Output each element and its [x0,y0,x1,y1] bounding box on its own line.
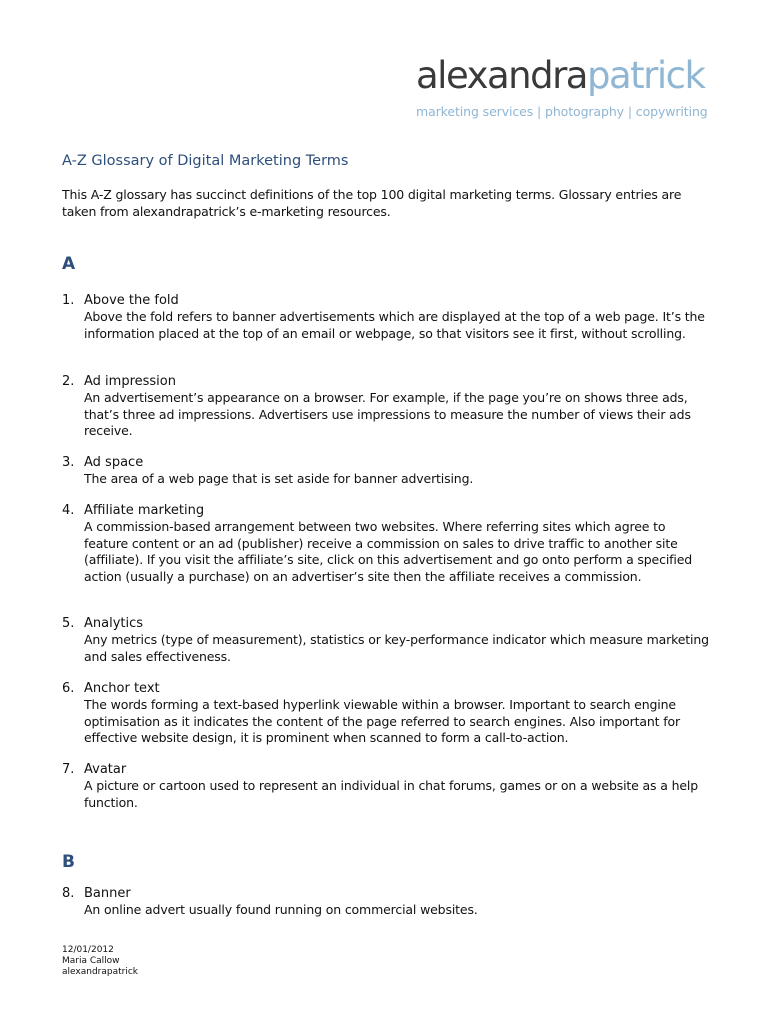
footer-author: Maria Callow [62,956,120,966]
entry-number: 2. [62,374,75,389]
entry-term: Ad space [84,455,144,470]
entry-definition: An advertisement’s appearance on a browser. For example, if the page you’re on shows three ads, that’s three ad impressions. Advertisers use impressions to measure the number of views their ads receive. [84,390,691,438]
glossary-entry [62,454,712,488]
document-title: A-Z Glossary of Digital Marketing Terms [62,153,349,169]
entry-heading [62,292,712,309]
logo-wordmark [416,54,716,98]
entry-definition: An online advert usually found running on commercial websites. [84,902,478,917]
footer-date: 12/01/2012 [62,945,114,955]
entry-number: 3. [62,455,75,470]
footer-company: alexandrapatrick [62,967,138,977]
entry-term: Analytics [84,616,144,631]
entry-number: 1. [62,293,75,308]
entry-heading [62,885,712,902]
entry-term: Banner [84,886,131,901]
entry-definition: The words forming a text-based hyperlink viewable within a browser. Important to search engine optimisation as it indicates the content of the page referred to search engines. Also important for effective website design, it is prominent when scanned to form a call-to-action. [84,697,680,745]
glossary-entry [62,373,712,440]
entry-definition: A picture or cartoon used to represent an individual in chat forums, games or on a website as a help function. [84,778,698,810]
entry-number: 4. [62,503,75,518]
logo-part-2: patrick [586,54,705,97]
entry-number: 6. [62,681,75,696]
glossary-entry [62,502,712,585]
entry-heading [62,454,712,471]
entry-term: Anchor text [84,681,160,696]
glossary-entry [62,885,712,919]
logo-tagline: marketing services | photography | copywriting [416,104,708,119]
glossary-entry [62,292,712,342]
entry-number: 8. [62,886,75,901]
entry-term: Avatar [84,762,127,777]
glossary-entry [62,761,712,811]
logo-part-1: alexandra [416,54,587,97]
page-footer [62,945,138,978]
entry-number: 7. [62,762,75,777]
entry-heading [62,615,712,632]
entry-heading [62,680,712,697]
entry-heading [62,373,712,390]
intro-paragraph: This A-Z glossary has succinct definitions of the top 100 digital marketing terms. Glossary entries are taken from alexandrapatrick’s e-marketing resources. [62,187,682,219]
entry-heading [62,761,712,778]
company-logo [416,54,716,119]
entry-definition: A commission-based arrangement between two websites. Where referring sites which agree to feature content or an ad (publisher) receive a commission on sales to drive traffic to another site (affiliate). If you visit the affiliate’s site, click on this advertisement and go onto perform a specified action (usually a purchase) on an advertiser’s site then the affiliate receives a commission. [84,519,693,584]
entry-term: Affiliate marketing [84,503,205,518]
entry-definition: Any metrics (type of measurement), statistics or key-performance indicator which measure marketing and sales effectiveness. [84,632,709,664]
entry-definition: The area of a web page that is set aside for banner advertising. [84,471,474,486]
entry-heading [62,502,712,519]
entry-term: Ad impression [84,374,176,389]
entry-definition: Above the fold refers to banner advertisements which are displayed at the top of a web page. It’s the information placed at the top of an email or webpage, so that visitors see it first, without scrolling. [84,309,705,341]
glossary-entry [62,615,712,665]
entry-term: Above the fold [84,293,179,308]
glossary-entry [62,680,712,747]
section-letter-b: B [62,852,75,872]
entry-number: 5. [62,616,75,631]
section-letter-a: A [62,254,76,274]
